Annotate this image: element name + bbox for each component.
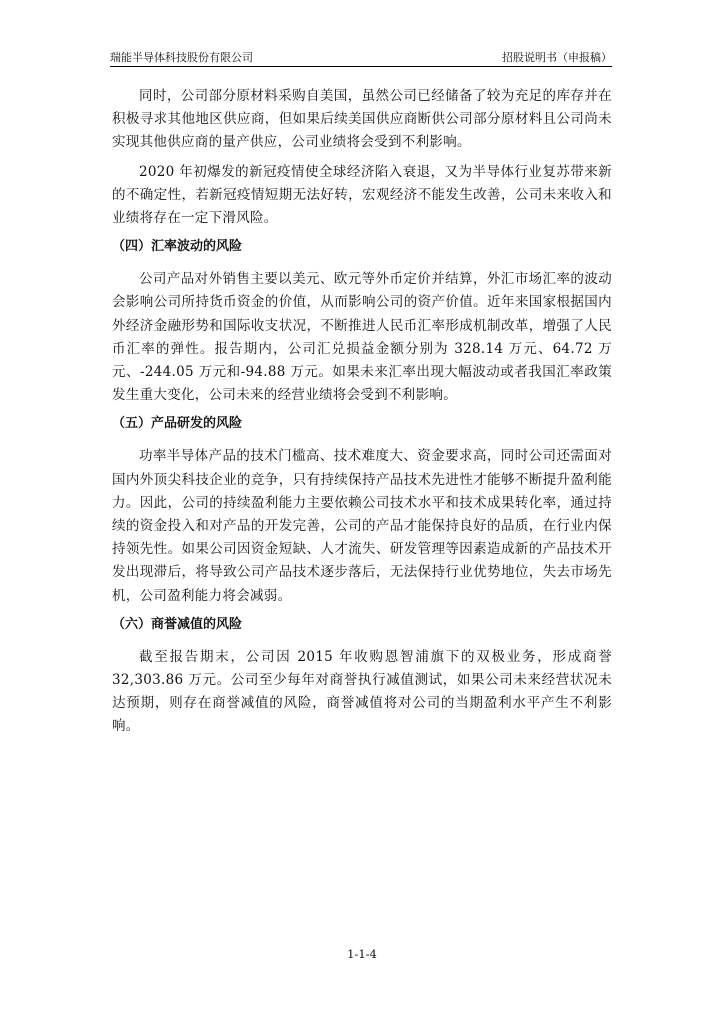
- paragraph-rnd-risk: 功率半导体产品的技术门槛高、技术难度大、资金要求高，同时公司还需面对国内外顶尖科技企业的竞争，只有持续保持产品技术先进性才能够不断提升盈利能力。因此，公司的持续盈利能力主要依赖公司技术水平和技术成果转化率，通过持续的资金投入和对产品的开发完善，公司的产品才能保持良好的品质，在行业内保持领先性。如果公司因资金短缺、人才流失、研发管理等因素造成新的产品技术开发出现滞后，将导致公司产品技术逐步落后，无法保持行业优势地位，失去市场先机，公司盈利能力将会减弱。: [112, 448, 612, 604]
- document-body: [112, 85, 612, 745]
- section-heading-rnd: （五）产品研发的风险: [112, 416, 243, 432]
- paragraph-exchange-rate-risk: 公司产品对外销售主要以美元、欧元等外币定价并结算，外汇市场汇率的波动会影响公司所持货币资金的价值，从而影响公司的资产价值。近年来国家根据国内外经济金融形势和国际收支状况，不断推进人民币汇率形成机制改革，增强了人民币汇率的弹性。报告期内，公司汇兑损益金额分别为 328.14 万元、64.72 万元、-244.05 万元和-94.88 万元。如果未来汇率出现大幅波动或者我国汇率政策发生重大变化，公司未来的经营业绩将会受到不利影响。: [112, 271, 612, 404]
- section-heading-exchange-rate: （四）汇率波动的风险: [112, 239, 243, 255]
- paragraph-covid-risk: 2020 年初爆发的新冠疫情使全球经济陷入衰退，又为半导体行业复苏带来新的不确定性，若新冠疫情短期无法好转，宏观经济不能发生改善，公司未来收入和业绩将存在一定下滑风险。: [112, 163, 612, 227]
- page-header: [110, 50, 612, 67]
- header-document-title: 招股说明书（申报稿）: [502, 51, 612, 64]
- section-heading-goodwill: （六）商誉减值的风险: [112, 616, 243, 632]
- paragraph-us-supply-risk: 同时，公司部分原材料采购自美国，虽然公司已经储备了较为充足的库存并在积极寻求其他地区供应商，但如果后续美国供应商断供公司部分原材料且公司尚未实现其他供应商的量产供应，公司业绩将会受到不利影响。: [112, 88, 612, 151]
- page-number: 1-1-4: [347, 947, 377, 961]
- header-company-name: 瑞能半导体科技股份有限公司: [110, 51, 253, 64]
- paragraph-goodwill-risk: 截至报告期末，公司因 2015 年收购恩智浦旗下的双极业务，形成商誉 32,303.86 万元。公司至少每年对商誉执行减值测试，如果公司未来经营状况未达预期，则存在商誉减值的风险，商誉减值将对公司的当期盈利水平产生不利影响。: [112, 648, 612, 735]
